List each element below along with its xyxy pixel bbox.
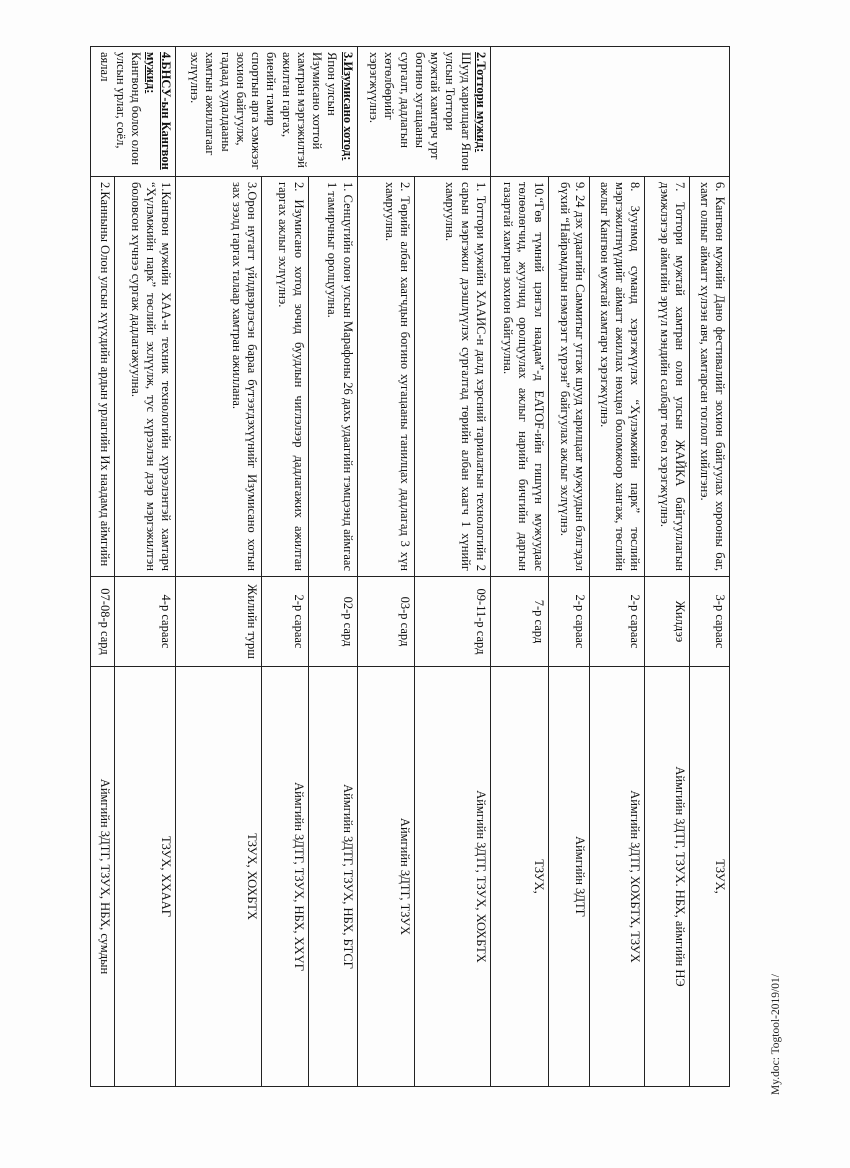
responsible-cell: Аймгийн ЗДТГ, ТЗУХ [357,667,415,1087]
due-cell: 2-р сараас [590,577,645,667]
due-cell: 07-08-р сард [91,577,115,667]
action-cell: 2.Канныны Олон улсын хүүхдийн ардын урлагийн Их наадамд аймгийн [91,177,115,577]
due-cell: 2-р сараас [262,577,309,667]
table-row [548,47,590,1087]
action-cell: 6. Кангвон мужийн Дано фестивалийг зохион байгуулах хорооны баг, хамт олныг аймагт хүлээн авч, хамтарсан тоглолт хийлгэнэ. [690,177,730,577]
responsible-cell: Аймгийн ЗДТГ, ХОХБТХ, ТЗУХ [590,667,645,1087]
table-row [590,47,645,1087]
action-cell: 9. 24 дэх удаагийн Саммитыг уггаж шууд харилцаат мужуудын бэлгэдэл бүхий “Найрамдлын нэмэрэгт хүрээн” байгуулах ажлыг эхлүүлнэ. [548,177,590,577]
table-row [357,47,415,1087]
table-row [262,47,309,1087]
section-title: 4.БНСУ-ын Кангвон мужид: [144,52,174,170]
action-cell: 2. Төрийн албан хаагчдын богино хугацааны танилцах дадлагад 3 хүн хамруулна. [357,177,415,577]
action-cell: 7. Тоттори мужтай хамтран олон улсын ЖАЙКА байгууллагын дэмжлэгээр аймгийн эрүүл мэндийн салбарт төсөл хэрэгжүүлнэ. [645,177,690,577]
table-row [690,47,730,1087]
section-cell [176,47,357,177]
plan-table [90,46,730,1087]
action-cell: 8. Зуунмод суманд хэрэгжүүлэх “Хүлэмжийн парк” төслийн мэргэжилтнүүдийг аймагт ажиллах нөхцөл боломжоор хангаж, төслийн ажлыг Кангвон мужтай хамтарч хэрэгжүүлнэ. [590,177,645,577]
due-cell: 4-р сараас [115,577,176,667]
section-body: Кангвонд болох олон улсын урлаг, соёл, аялал [98,52,143,166]
action-cell: 10.“Гөв түмний цэнгэл наадам”-д EATOF-ийн гишүүн мужуудаас төлөөлөгчид, жуулчид оролцуулах ажлыг нарийн бичгийн даргын газартай хамтран зохион байгуулна. [490,177,548,577]
table-row [115,47,176,1087]
responsible-cell: Аймгийн ЗДТГ, ТЗУХ, НБХ, БТСГ [308,667,357,1087]
due-cell: 03-р сард [357,577,415,667]
action-cell: 3.Орон нутагт үйлдвэрлэсэн бараа бүтээгдэхүүнийг Изумисано хотын зах зээлд гаргах талаар хамтран ажиллана. [176,177,262,577]
action-cell: 2. Изумисано хотод зочид буудлын чиглэлээр дадлагажих ажилтан гаргах ажлыг эхлүүлнэ. [262,177,309,577]
due-cell: Жилдээ [645,577,690,667]
due-cell: 2-р сараас [548,577,590,667]
responsible-cell: ТЗУХ, ХХААГ [115,667,176,1087]
section-cell [91,47,176,177]
responsible-cell: Аймгийн ЗДТГ [548,667,590,1087]
due-cell: Жилийн турш [176,577,262,667]
section-cell [357,47,490,177]
action-cell: 1. Сенцугийн олон улсын Марафоны 26 дахь удаагийн тэмцээнд аймгаас 1 тамирчныг оролцуулна. [308,177,357,577]
action-cell: 1. Тоттори мужийн ХААИС-н далд хэрсний тариалатын технологийн 2 сарын мэргэжил дээшлүүлэх сургалтад төрийн албан хаагч 1 хүнийг хамруулна. [415,177,491,577]
responsible-cell: ТЗУХ, [490,667,548,1087]
section-title: 3.Изумисано хотод: [340,52,355,161]
table-row [645,47,690,1087]
rotated-table-frame [90,46,730,1086]
responsible-cell: ТЗУХ, ХОХБТХ [176,667,262,1087]
responsible-cell: Аймгийн ЗДТГ, ТЗУХ. НБХ, аймгийн НЭ [645,667,690,1087]
table-row [91,47,115,1087]
section-body: Япон улсын Изумисано хоттой хамтран мэргэжилтэй ажилтан гаргах, биеийн тамир спортын арга хэмжээг зохион байгуулж, гадаад худалдааны хамтын ажиллагааг эхлүүлнэ. [188,52,340,170]
action-cell: 1.Кангвон мужийн ХАА-н техник технологийн хүрээлэнтэй хамтарч “Хүлэмжийн парк” төслийг эхлүүлж, тус хүрээлэн дээр мэргэжилтэн боловсон хүчнээ сургаж дадлагажуулна. [115,177,176,577]
responsible-cell: Аймгийн ЗДТГ, ТЗУХ, НБХ, ХХҮГ [262,667,309,1087]
table-row [415,47,491,1087]
responsible-cell: Аймгийн ЗДТГ, ТЗУХ, ХОХБТХ [415,667,491,1087]
section-title: 2.Тоттори мужид: [473,52,488,153]
footer-doc-ref: My.doc: Togtool-2019/01/ [770,974,782,1095]
table-row [490,47,548,1087]
table-row [176,47,262,1087]
responsible-cell: Аймгийн ЗДТГ, ТЗУХ, НБХ, сумдын [91,667,115,1087]
section-body: Шууд харилцаат Япон улсын Тоттори мужтай хамтарч урт богино хугацааны сургалт, дадлагын хөтөлбөрийг хэрэгжүүлнэ. [367,52,473,171]
due-cell: 02-р сард [308,577,357,667]
section-cell [490,47,729,177]
table-row [308,47,357,1087]
due-cell: 3-р сараас [690,577,730,667]
due-cell: 09-11-р сард [415,577,491,667]
responsible-cell: ТЗУХ, [690,667,730,1087]
due-cell: 7-р сард [490,577,548,667]
